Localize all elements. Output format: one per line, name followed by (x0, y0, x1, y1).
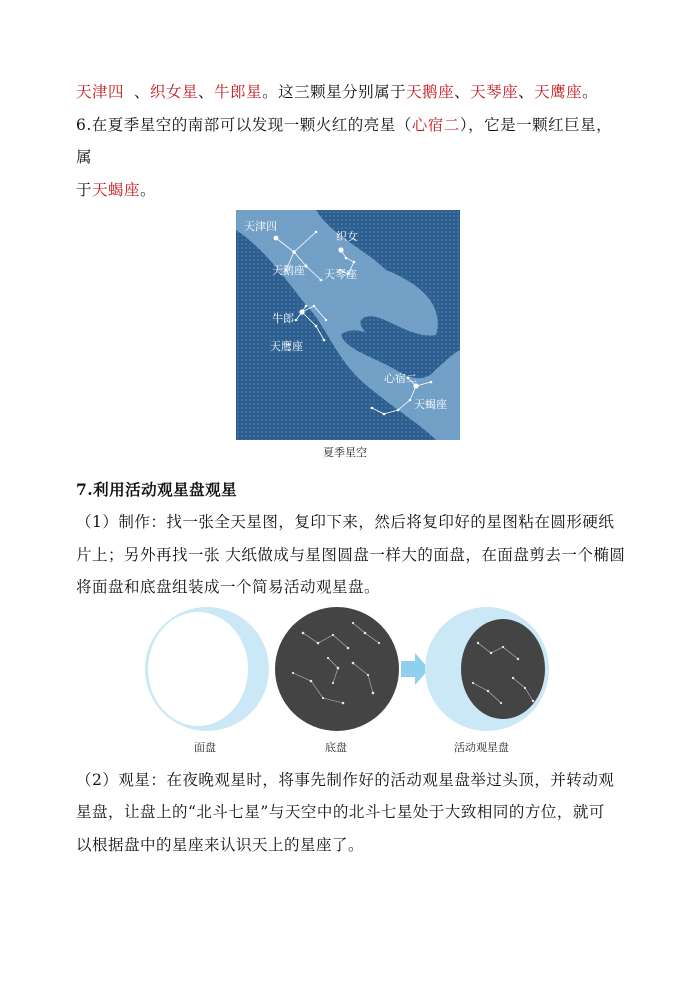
caption-face-disk: 面盘 (194, 741, 216, 754)
star-name-zhinu: 织女星 (150, 83, 199, 101)
constellation-name-tiane: 天鹅座 (406, 83, 455, 101)
item-7-p2-line-3: 以根据盘中的星座来认识天上的星座了。 (76, 836, 365, 854)
arrow-icon (401, 653, 429, 685)
item-6-line-2: 属 (76, 148, 93, 166)
label-niulang: 牛郎 (272, 312, 294, 325)
label-tiane: 天鹅座 (272, 264, 305, 277)
label-tianqin: 天琴座 (324, 268, 357, 281)
star-name-xinsu: 心宿二 (411, 116, 460, 134)
label-xinsu: 心宿二 (384, 372, 417, 385)
star-name-tianjin: 天津四 (76, 83, 125, 101)
item-7-p1-line-3: 将面盘和底盘组装成一个简易活动观星盘。 (76, 578, 381, 596)
star-wheel-figure (143, 603, 551, 735)
summer-sky-map (236, 210, 460, 440)
caption-assembled-disk: 活动观星盘 (454, 741, 509, 754)
caption-base-disk: 底盘 (325, 741, 347, 754)
item-6-line-1: 6.在夏季星空的南部可以发现一颗火红的亮星（心宿二），它是一颗红巨星， (76, 116, 613, 134)
item-7-p2-line-2: 星盘，让盘上的“北斗七星”与天空中的北斗七星处于大致相同的方位，就可 (76, 803, 605, 821)
label-tianxie: 天蝎座 (414, 398, 447, 411)
item-6-line-3: 于天蝎座。 (76, 181, 157, 199)
base-disk (275, 607, 399, 731)
item-7-p1-line-2: 片上；另外再找一张 大纸做成与星图圆盘一样大的面盘，在面盘剪去一个椭圆 (76, 546, 626, 564)
item-7-title: 7.利用活动观星盘观星 (76, 480, 238, 499)
assembled-disk-window (461, 619, 545, 719)
label-tianying: 天鹰座 (270, 340, 303, 353)
constellation-name-tianqin: 天琴座 (470, 83, 519, 101)
face-disk-window (148, 612, 248, 726)
label-tianjin: 天津四 (244, 220, 277, 233)
text-line-1: 天津四 、织女星、牛郎星。这三颗星分别属于天鹅座、天琴座、天鹰座。 (76, 83, 599, 101)
item-7-p2-line-1: （2）观星：在夜晚观星时，将事先制作好的活动观星盘举过头顶，并转动观 (76, 771, 615, 789)
star-name-niulang: 牛郎星 (214, 83, 263, 101)
item-7-p1-line-1: （1）制作：找一张全天星图，复印下来，然后将复印好的星图粘在圆形硬纸 (76, 513, 615, 531)
label-zhinu: 织女 (336, 230, 358, 243)
constellation-name-tianying: 天鹰座 (534, 83, 583, 101)
constellation-name-tianxie: 天蝎座 (92, 181, 141, 199)
figure-1-caption: 夏季星空 (323, 446, 367, 459)
